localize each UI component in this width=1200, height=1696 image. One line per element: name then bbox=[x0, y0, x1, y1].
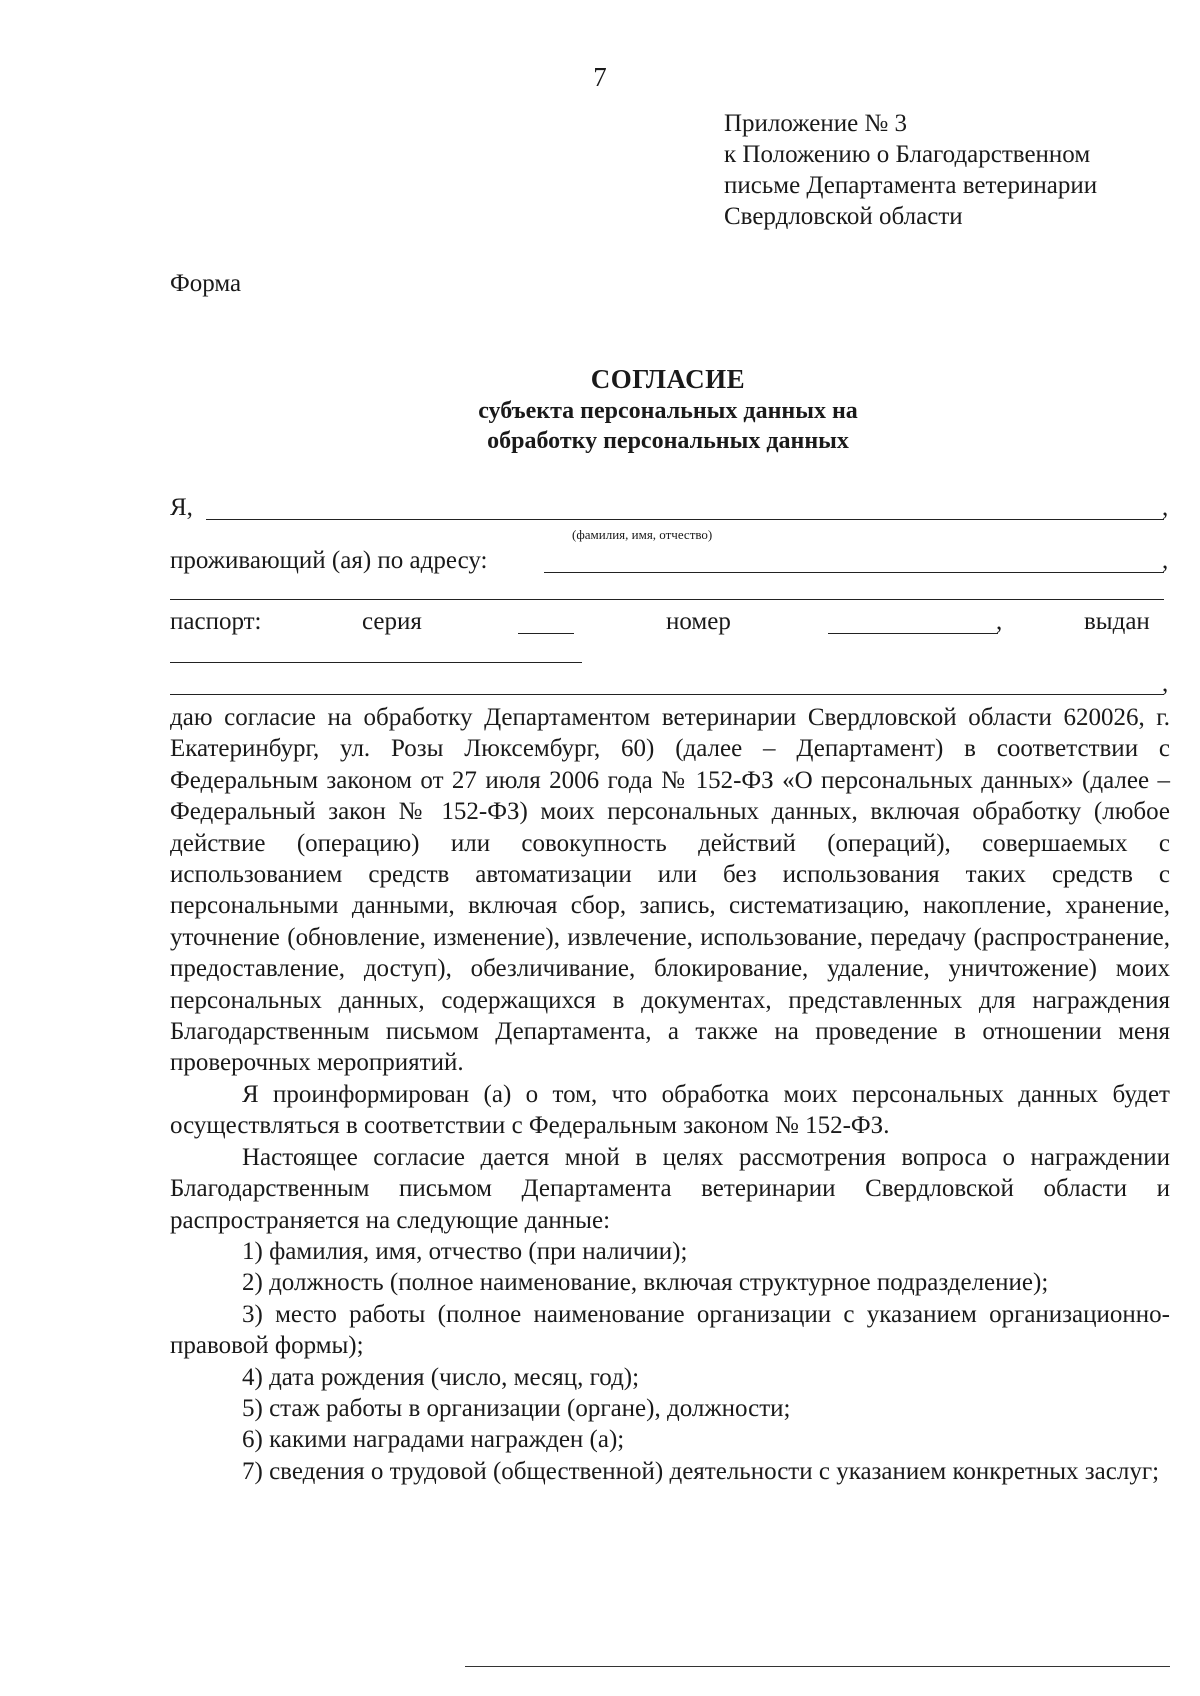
number-label: номер bbox=[666, 608, 731, 635]
comma: , bbox=[996, 608, 1003, 635]
title-main: СОГЛАСИЕ bbox=[590, 364, 746, 394]
scope-paragraph: Настоящее согласие дается мной в целях рассмотрения вопроса о награждении Благодарственным письмом Департамента ветеринарии Свердловской области и распространяется на следующие данные: bbox=[170, 1143, 1170, 1234]
data-item: 1) фамилия, имя, отчество (при наличии); bbox=[242, 1237, 688, 1265]
consent-paragraph: даю согласие на обработку Департаментом ветеринарии Свердловской области 620026, г. Екатеринбург, ул. Розы Люксембург, 60) (далее – Департамент) в соответствии с Федеральным законом от 27 июля 2006 года № 152-ФЗ «О персональных данных» (далее – Федеральный закон № 152-ФЗ) моих персональных данных, включая обработку (любое действие (операцию) или совокупность действий (операций), совершаемых с использованием средств автоматизации или без использования таких средств с персональными данными, включая сбор, запись, систематизацию, накопление, хранение, уточнение (обновление, изменение), извлечение, использование, передачу (распространение, предоставление, доступ), обезличивание, блокирование, удаление, уничтожение) моих персональных данных, содержащихся в документах, представленных для награждения Благодарственным письмом Департамента, а также на проведение в отношении меня проверочных мероприятий. bbox=[170, 704, 1170, 1077]
number-field[interactable] bbox=[828, 633, 998, 634]
form-label: Форма bbox=[170, 270, 242, 297]
consent-body bbox=[170, 702, 1170, 1487]
data-item: 5) стаж работы в организации (органе), должности; bbox=[242, 1394, 791, 1422]
data-item: 4) дата рождения (число, месяц, год); bbox=[242, 1363, 640, 1391]
appendix-header bbox=[724, 108, 1097, 232]
page-number: 7 bbox=[593, 62, 607, 92]
data-item: 3) место работы (полное наименование организации с указанием организационно-правовой формы); bbox=[170, 1300, 1170, 1360]
appendix-line: письме Департамента ветеринарии bbox=[724, 172, 1098, 199]
appendix-line: Свердловской области bbox=[724, 203, 963, 230]
comma: , bbox=[1162, 547, 1169, 574]
issued-label: выдан bbox=[1084, 608, 1150, 635]
i-label: Я, bbox=[170, 494, 193, 521]
title-sub: субъекта персональных данных на bbox=[478, 398, 858, 424]
series-label: серия bbox=[362, 608, 422, 635]
issued-by-field[interactable] bbox=[170, 662, 582, 663]
info-paragraph: Я проинформирован (а) о том, что обработка моих персональных данных будет осуществляться в соответствии с Федеральным законом № 152-ФЗ. bbox=[170, 1080, 1170, 1140]
comma: , bbox=[1162, 494, 1169, 521]
address-field-continuation[interactable] bbox=[170, 599, 1164, 600]
document-title bbox=[0, 362, 1200, 456]
passport-label: паспорт: bbox=[170, 608, 262, 635]
appendix-line: Приложение № 3 bbox=[724, 110, 908, 137]
issued-by-field-continuation[interactable] bbox=[170, 694, 1164, 695]
data-item: 6) какими наградами награжден (а); bbox=[242, 1426, 625, 1454]
address-label: проживающий (ая) по адресу: bbox=[170, 547, 488, 574]
title-sub: обработку персональных данных bbox=[487, 428, 849, 454]
data-item: 7) сведения о трудовой (общественной) деятельности с указанием конкретных заслуг; bbox=[242, 1457, 1160, 1485]
footer-divider bbox=[465, 1666, 1170, 1667]
series-field[interactable] bbox=[518, 633, 574, 634]
appendix-line: к Положению о Благодарственном bbox=[724, 141, 1091, 168]
comma: , bbox=[1162, 670, 1169, 697]
fio-caption: (фамилия, имя, отчество) bbox=[572, 527, 713, 542]
address-field[interactable] bbox=[544, 572, 1164, 573]
fio-field[interactable] bbox=[206, 519, 1164, 520]
data-item: 2) должность (полное наименование, включая структурное подразделение); bbox=[242, 1269, 1049, 1297]
